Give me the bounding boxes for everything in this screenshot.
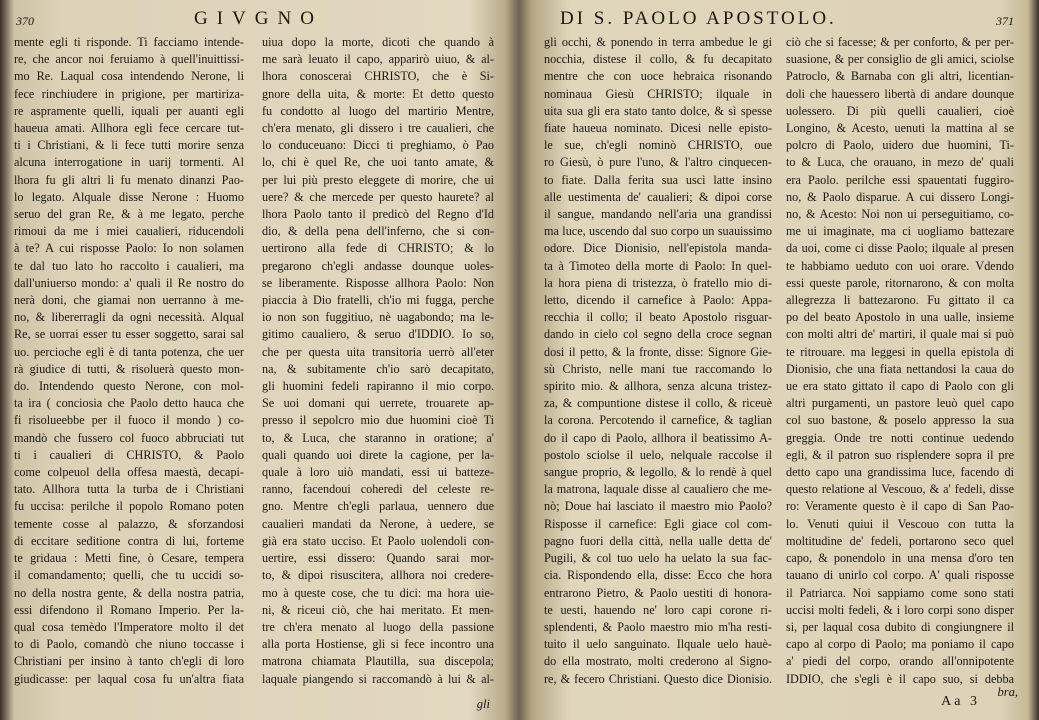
text-line: fiate haueua nominato. Dicesi nelle episto- xyxy=(544,121,772,136)
text-line: quali quando uoi direte la cagione, per la- xyxy=(262,447,494,462)
text-line: laquale piangendo si raccomandò à lui & al- xyxy=(262,671,494,686)
text-line: no, & libererragli da ogni necessità. Alqual xyxy=(14,310,244,325)
text-line: tuito il uelo sanguinato. Ilquale uelo hauè- xyxy=(544,637,772,652)
text-line: il comandamento; quelli, che tu uccidi so- xyxy=(14,568,244,583)
text-line: splendenti, & Paolo maestro mio m'ha resti- xyxy=(544,619,772,634)
text-line: uccisi molti fedeli, & i loro corpi sono disper xyxy=(786,602,1014,617)
text-line: Longino, & Acesto, uenuti la mattina al se xyxy=(786,121,1014,136)
right-page-header xyxy=(540,6,1020,30)
text-line: dall'uniuerso mondo: a' quali il Re nostro do xyxy=(14,275,244,290)
text-line: col suo bastone, & poselo appresso la sua xyxy=(786,413,1014,428)
left-page-header xyxy=(14,6,500,30)
text-line: già era stato ucciso. Et Paolo uolendoli con- xyxy=(262,533,494,548)
text-line: mandò che fussero col fuoco abbruciati tut xyxy=(14,430,244,445)
text-line: fece rinchiudere in prigione, per martiriza- xyxy=(14,86,244,101)
text-line: sangue proprio, & legollo, & lo rendè à quel xyxy=(544,465,772,480)
text-line: re, & fecero Christiani. Questo dice Dionisio. xyxy=(544,671,772,686)
text-line: lhora conoscerai CHRISTO, che è Si- xyxy=(262,69,494,84)
text-line: to & Luca, che orauano, in mezo de' quali xyxy=(786,155,1014,170)
text-line: con molti altri de' martiri, il quale mai si può xyxy=(786,327,1014,342)
text-line: presso il sepolcro mio due huomini cioè Ti xyxy=(262,413,494,428)
text-line: altri purgamenti, un pastore leuò quel capo xyxy=(786,396,1014,411)
text-line: piaccia à Dio fratelli, ch'io mi fugga, perche xyxy=(262,293,494,308)
left-page xyxy=(14,0,500,720)
text-line: do il capo di Paolo, allhora il beatissimo A- xyxy=(544,430,772,445)
text-line: a' piedi del corpo, orando all'onnipotente xyxy=(786,654,1014,669)
text-line: si, per laqual cosa dubito di congiungnere il xyxy=(786,619,1014,634)
text-line: era Paolo. perilche essi spauentati fuggiro- xyxy=(786,172,1014,187)
text-line: haueua amati. Allhora egli fece cercare tut- xyxy=(14,121,244,136)
text-line: mentre che con uoce hebraica risonando xyxy=(544,69,772,84)
left-page-number: 370 xyxy=(16,14,34,28)
text-line: capo al corpo di Paolo; ma poniamo il capo xyxy=(786,637,1014,652)
text-line: io non son fuggitiuo, nè uagabondo; ma le- xyxy=(262,310,494,325)
text-line: fu uccisa: perilche il popolo Romano poten xyxy=(14,499,244,514)
text-line: doli che hauessero libertà di andare dounque xyxy=(786,86,1014,101)
text-line: to di Paolo, comandò che niuno toccasse i xyxy=(14,637,244,652)
text-line: Re, se uorrai esser tu esser soggetto, sarai sal xyxy=(14,327,244,342)
text-line: mo à queste cose, che tu dici: ma hora uie- xyxy=(262,585,494,600)
text-line: re aspramente quelli, iquali per auanti egli xyxy=(14,103,244,118)
text-line: nerà doni, che giamai non uerranno à me- xyxy=(14,293,244,308)
text-line: recchia il collo; il beato Apostolo risguar- xyxy=(544,310,772,325)
text-line: essi queste parole, ritornarono, & con molta xyxy=(786,275,1014,290)
text-line: uere? & che mercede per questo haurete? al xyxy=(262,189,494,204)
text-line: ciò che si facesse; & per conforto, & per per- xyxy=(786,35,1014,49)
text-line: gli occhi, & ponendo in terra ambedue le gi xyxy=(544,35,772,49)
left-page-body xyxy=(14,34,500,686)
text-line: to fiate. Dalla ferita sua uscì latte insino xyxy=(544,172,772,187)
text-line: tauano di unirlo col corpo. A' quali risposse xyxy=(786,568,1014,583)
right-column-b xyxy=(786,34,1014,686)
right-page-body xyxy=(540,34,1020,686)
text-line: caualieri mandati da Nerone, à uedere, se xyxy=(262,516,494,531)
text-line: me ui imaginate, ma ci uogliamo battezare xyxy=(786,224,1014,239)
text-line: temente cosse al palazzo, & sforzandosi xyxy=(14,516,244,531)
text-line: questo relatione al Vescouo, & a' fedeli, disse xyxy=(786,482,1014,497)
text-line: ti i Christiani, & li fece tutti morire senza xyxy=(14,138,244,153)
text-line: te ritrouare. ma leggesi in quella epistola di xyxy=(786,344,1014,359)
text-line: qual cosa temèdo l'Imperatore molto il det xyxy=(14,619,244,634)
text-line: uertire, essi dissero: Quando sarai mor- xyxy=(262,551,494,566)
text-line: polcro di Paolo, uidero due huomini, Ti- xyxy=(786,138,1014,153)
text-line: postolo sciolse il uelo, nelquale raccolse il xyxy=(544,447,772,462)
text-line: giudicasse: per laqual cosa fu un'altra fiata xyxy=(14,671,244,686)
text-line: uiua dopo la morte, dicoti che quando à xyxy=(262,35,494,49)
text-line: te dal tuo lato ho raccolto i caualieri, ma xyxy=(14,258,244,273)
text-line: letto, dicendo il carnefice à Paolo: Appa- xyxy=(544,293,772,308)
text-line: mente egli ti risponde. Ti facciamo intende- xyxy=(14,35,244,49)
text-line: lo, chi è quel Re, che uoi tanto amate, & xyxy=(262,155,494,170)
text-line: quale à loro uiò mandati, essi ui batteze- xyxy=(262,465,494,480)
text-line: te habbiamo ueduto con uoi orare. Vdendo xyxy=(786,258,1014,273)
text-line: no della nostra gente, & della nostra patria, xyxy=(14,585,244,600)
right-catchword: bra, xyxy=(997,685,1018,699)
left-column-b xyxy=(262,34,494,686)
text-line: te gridaua : Metti fine, ò Cesare, tempera xyxy=(14,551,244,566)
text-line: te uesti, hauendo ne' loro capi corone ri- xyxy=(544,602,772,617)
left-column-a xyxy=(14,34,244,686)
text-line: entrarono Pietro, & Paolo uestiti di honora- xyxy=(544,585,772,600)
text-line: matrona chiamata Plautilla, sua discepola; xyxy=(262,654,494,669)
text-line: essi difendono il Romano Imperio. Per la- xyxy=(14,602,244,617)
text-line: alcuna interrogatione in uarij tormenti. Al xyxy=(14,155,244,170)
text-line: che per questa uita transitoria uerrò all'eter xyxy=(262,344,494,359)
text-line: gitimo caualiero, & seruo d'IDDIO. Io so, xyxy=(262,327,494,342)
text-line: gnore della uita, & morte: Et detto questo xyxy=(262,86,494,101)
left-running-head: GIVGNO xyxy=(194,8,323,29)
text-line: fi risolueebbe per il fuoco il mondo ) co- xyxy=(14,413,244,428)
text-line: per lui più presto eleggete di morire, che ui xyxy=(262,172,494,187)
text-line: Se uoi domani qui uerrete, trouarete ap- xyxy=(262,396,494,411)
text-line: alle uestimenta de' caualieri; & dipoi corse xyxy=(544,189,772,204)
text-line: rimoui da me i miei caualieri, riducendoli xyxy=(14,224,244,239)
right-page-footer xyxy=(540,685,1020,716)
text-line: ta ira ( conciosia che Paolo detto hauca che xyxy=(14,396,244,411)
text-line: il sangue, mandando nell'aria una grandissi xyxy=(544,207,772,222)
text-line: la matrona, laquale disse al caualiero che me- xyxy=(544,482,772,497)
text-line: gli huomini fedeli rapiranno il mio corpo. xyxy=(262,379,494,394)
text-line: odore. Dice Dionisio, nell'epistola manda- xyxy=(544,241,772,256)
right-page xyxy=(540,0,1020,720)
text-line: suasione, & per consiglio de gli amici, sciolse xyxy=(786,52,1014,67)
text-line: re, che ancor noi feruiamo à quell'inuittissi- xyxy=(14,52,244,67)
right-running-head: DI S. PAOLO APOSTOLO. xyxy=(560,8,837,29)
text-line: IDDIO, che s'egli è il capo suo, si debba xyxy=(786,671,1014,686)
text-line: ni, & riceui ciò, che hai meritato. Et men- xyxy=(262,602,494,617)
text-line: na, & subitamente ch'io sarò decapitato, xyxy=(262,361,494,376)
text-line: ch'era menato, gli dissero i tre caualieri, che xyxy=(262,121,494,136)
signature-mark: Aa 3 xyxy=(941,694,980,709)
right-column-a xyxy=(544,34,772,686)
text-line: tato. Allhora tutta la turba de i Christiani xyxy=(14,482,244,497)
text-line: uolessero. Di più quelli caualieri, cioè xyxy=(786,103,1014,118)
right-page-number: 371 xyxy=(996,14,1014,28)
left-page-footer xyxy=(14,690,500,716)
text-line: mo Re. Laqual cosa intendendo Nerone, li xyxy=(14,69,244,84)
text-line: allegrezza li battezarono. Fu gittato il ca xyxy=(786,293,1014,308)
text-line: uertirono alla fede di CHRISTO; & lo xyxy=(262,241,494,256)
left-catchword: gli xyxy=(476,697,490,711)
text-line: lo conduceuano: Dicci ti preghiamo, ò Pao xyxy=(262,138,494,153)
text-line: Dionisio, che una fiata nettandosi la caua do xyxy=(786,361,1014,376)
text-line: to, & Luca, che staranno in oratione; a' xyxy=(262,430,494,445)
text-line: to, & dipoi risuscitera, allhora noi credere- xyxy=(262,568,494,583)
text-line: seruo del gran Re, & à me legato, perche xyxy=(14,207,244,222)
text-line: nominaua Giesù CHRISTO; ilquale in xyxy=(544,86,772,101)
text-line: lhora fu gli altri li fu menato dinanzi Pao- xyxy=(14,172,244,187)
text-line: dosi il petto, & la fronte, disse: Signore Gie- xyxy=(544,344,772,359)
text-line: lhora Paolo tanto il predicò del Regno d'Id xyxy=(262,207,494,222)
text-line: di eccitare seditione contra di lui, forteme xyxy=(14,533,244,548)
text-line: za, & compuntione distese il collo, & riceuè xyxy=(544,396,772,411)
text-line: gno. Mentre ch'egli parlaua, uennero due xyxy=(262,499,494,514)
text-line: Christiani per insino à tanto ch'egli di loro xyxy=(14,654,244,669)
text-line: Risposse il carnefice: Egli giace col com- xyxy=(544,516,772,531)
text-line: no, & Paolo disparue. A cui dissero Longi- xyxy=(786,189,1014,204)
text-line: rà giudice di tutti, & risoluerà questo mon- xyxy=(14,361,244,376)
text-line: cia. Rispondendo ella, disse: Ecco che hora xyxy=(544,568,772,583)
text-line: spirito mio. & allhora, senza alcuna tristez- xyxy=(544,379,772,394)
text-line: ranno, facendoui coheredi del celeste re- xyxy=(262,482,494,497)
text-line: me sarà leuato il capo, apparirò uiuo, & al- xyxy=(262,52,494,67)
text-line: sù Christo, nelle mani tue raccomando lo xyxy=(544,361,772,376)
text-line: ue era stato gittato il capo di Paolo con gli xyxy=(786,379,1014,394)
text-line: pregarono ch'egli andasse dounque uoles- xyxy=(262,258,494,273)
text-line: la corona. Percotendo il carnefice, & taglian xyxy=(544,413,772,428)
text-line: lo. Venuti quiui il Vescouo con tutta la xyxy=(786,516,1014,531)
text-line: capo, & ponendolo in una mensa d'oro ten xyxy=(786,551,1014,566)
text-line: nocchia, distese il collo, & fu decapitato xyxy=(544,52,772,67)
text-line: à te? A cui risposse Paolo: Io non solamen xyxy=(14,241,244,256)
text-line: ro: Veramente questo è il capo di San Pao- xyxy=(786,499,1014,514)
text-line: nò; Doue hai lasciato il maestro mio Paolo? xyxy=(544,499,772,514)
text-line: Patroclo, & Barnaba con gli altri, licentian- xyxy=(786,69,1014,84)
text-line: po del beato Apostolo in una ualle, insieme xyxy=(786,310,1014,325)
text-line: alla porta Hostiense, gli si fece incontro una xyxy=(262,637,494,652)
text-line: tre ch'era menato al luogo della passione xyxy=(262,619,494,634)
text-line: ti i caualieri di CHRISTO, & Paolo xyxy=(14,447,244,462)
text-line: dio, & della pena dell'inferno, che si con- xyxy=(262,224,494,239)
text-line: come colpeuol della offesa maestà, decapi- xyxy=(14,465,244,480)
text-line: uo. percioche egli è di tanta potenza, che uer xyxy=(14,344,244,359)
text-line: greggia. Onde tre notti continue uedendo xyxy=(786,430,1014,445)
text-line: ta à Timoteo della morte di Paolo: In quel- xyxy=(544,258,772,273)
text-line: detto capo una grandissima luce, facendo di xyxy=(786,465,1014,480)
text-line: lo legato. Alquale disse Nerone : Huomo xyxy=(14,189,244,204)
text-line: do. Intendendo questo Nerone, con mol- xyxy=(14,379,244,394)
text-line: ro Giesù, ò pure l'uno, & l'altro cinquecen- xyxy=(544,155,772,170)
text-line: egli, & il patron suo risplendere sopra il pre xyxy=(786,447,1014,462)
text-line: Pugili, & col tuo uelo ha uelato la sua fac- xyxy=(544,551,772,566)
text-line: dando in cielo col segno della croce segnan xyxy=(544,327,772,342)
text-line: moltitudine de' fedeli, portarono seco quel xyxy=(786,533,1014,548)
text-line: la hora piena di tristezza, ò fratello mio di- xyxy=(544,275,772,290)
text-line: pagno fuori della città, nella ualle detta de' xyxy=(544,533,772,548)
text-line: le sue, ch'egli nominò CHRISTO, oue xyxy=(544,138,772,153)
text-line: ma luce, uscendo dal suo corpo un suauissimo xyxy=(544,224,772,239)
text-line: se liberamente. Risposse allhora Paolo: Non xyxy=(262,275,494,290)
text-line: fu condotto al luogo del martirio Mentre, xyxy=(262,103,494,118)
text-line: uita sua gli era stato tanto dolce, & sì spesse xyxy=(544,103,772,118)
text-line: il Patriarca. Noi sappiamo come sono stati xyxy=(786,585,1014,600)
text-line: do ella mostrato, molti crederono al Signo- xyxy=(544,654,772,669)
text-line: no, & Acesto: Noi non ui perseguitiamo, co- xyxy=(786,207,1014,222)
text-line: da uoi, come ci disse Paolo; ilquale al presen xyxy=(786,241,1014,256)
